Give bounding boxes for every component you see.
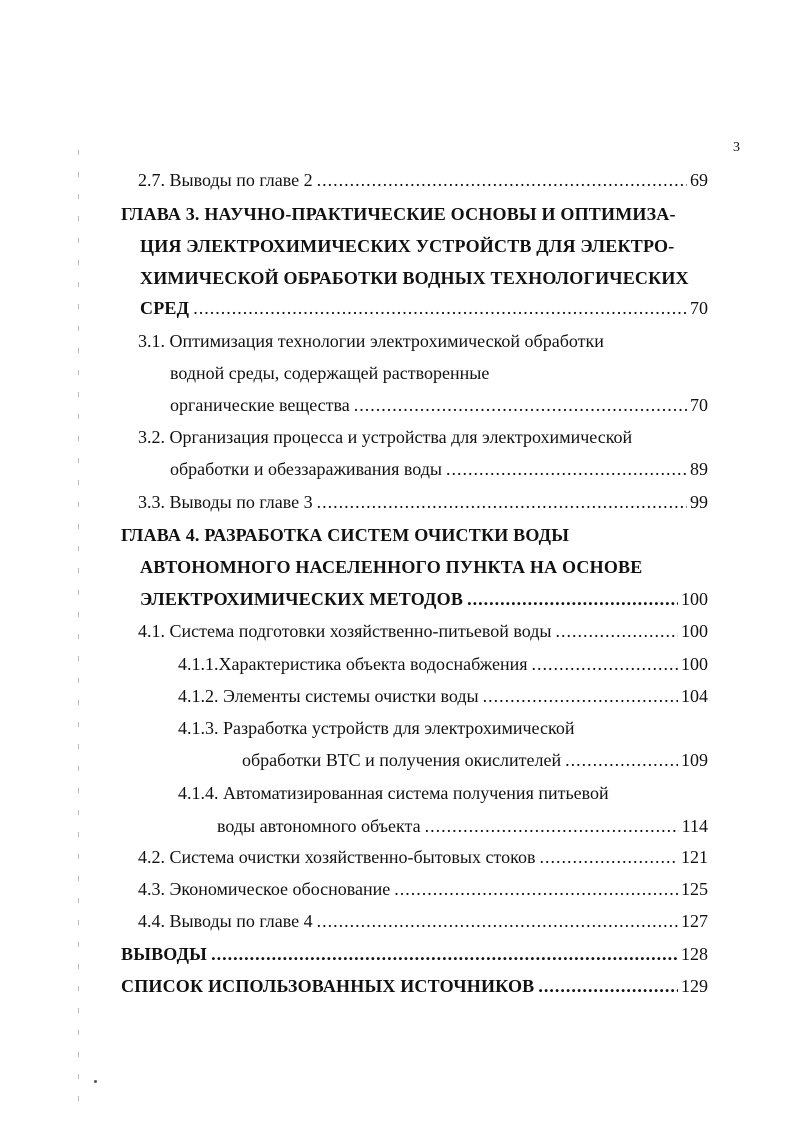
dot-leader xyxy=(317,905,678,937)
toc-entry-page: 100 xyxy=(681,654,708,674)
toc-entry-page: 128 xyxy=(681,944,708,964)
chapter-3-heading-line-2: ЦИЯ ЭЛЕКТРОХИМИЧЕСКИХ УСТРОЙСТВ ДЛЯ ЭЛЕКТРО- xyxy=(140,236,675,256)
toc-entry-4-1-3 xyxy=(242,744,708,776)
dot-leader xyxy=(538,970,678,1002)
toc-entry-title: 2.7. Выводы по главе 2 xyxy=(138,170,313,190)
dot-leader xyxy=(556,615,679,647)
toc-entry-title: ВЫВОДЫ xyxy=(121,944,208,964)
scan-edge-artifact xyxy=(78,150,79,1110)
dot-leader xyxy=(483,680,678,712)
toc-entry-4-1 xyxy=(138,615,708,647)
toc-entry-conclusions xyxy=(121,938,708,970)
dot-leader xyxy=(565,744,678,776)
toc-entry-4-1-3-line-1: 4.1.3. Разработка устройств для электрохимической xyxy=(178,718,575,738)
toc-entry-title: обработки и обеззараживания воды xyxy=(170,459,442,479)
toc-entry-title: обработки ВТС и получения окислителей xyxy=(242,750,562,770)
toc-entry-title: 4.4. Выводы по главе 4 xyxy=(138,911,313,931)
toc-entry-title: 4.3. Экономическое обоснование xyxy=(138,879,391,899)
toc-entry-chapter-3 xyxy=(140,292,708,324)
toc-entry-title: ЭЛЕКТРОХИМИЧЕСКИХ МЕТОДОВ xyxy=(140,589,464,609)
toc-entry-3-1-line-1: 3.1. Оптимизация технологии электрохимической обработки xyxy=(138,331,604,351)
toc-entry-3-3 xyxy=(138,486,708,518)
toc-entry-4-1-4 xyxy=(217,810,708,842)
toc-entry-4-2 xyxy=(138,841,708,873)
toc-entry-4-1-4-line-1: 4.1.4. Автоматизированная система получения питьевой xyxy=(178,783,609,803)
dot-leader xyxy=(354,389,687,421)
toc-entry-page: 70 xyxy=(690,298,708,318)
dot-leader xyxy=(317,164,687,196)
toc-entry-title: 3.3. Выводы по главе 3 xyxy=(138,492,313,512)
toc-entry-title: органические вещества xyxy=(170,395,350,415)
toc-entry-page: 125 xyxy=(681,879,708,899)
toc-entry-page: 69 xyxy=(690,170,708,190)
chapter-4-heading-line-2: АВТОНОМНОГО НАСЕЛЕННОГО ПУНКТА НА ОСНОВЕ xyxy=(140,557,643,577)
dot-leader xyxy=(425,810,679,842)
toc-entry-page: 127 xyxy=(681,911,708,931)
toc-entry-3-1-line-2: водной среды, содержащей растворенные xyxy=(170,363,490,383)
toc-entry-3-2 xyxy=(170,453,708,485)
toc-entry-chapter-4 xyxy=(140,583,708,615)
toc-entry-title: 4.1. Система подготовки хозяйственно-питьевой воды xyxy=(138,621,552,641)
chapter-3-heading-line-1: ГЛАВА 3. НАУЧНО-ПРАКТИЧЕСКИЕ ОСНОВЫ И ОПТИМИЗА- xyxy=(121,204,676,224)
dot-leader xyxy=(446,453,687,485)
toc-entry-4-1-1 xyxy=(178,648,708,680)
dot-leader xyxy=(539,841,678,873)
dot-leader xyxy=(394,873,678,905)
toc-entry-page: 114 xyxy=(681,816,708,836)
toc-entry-page: 70 xyxy=(690,395,708,415)
toc-entry-references xyxy=(121,970,708,1002)
dot-leader xyxy=(193,292,687,324)
toc-entry-4-3 xyxy=(138,873,708,905)
toc-entry-page: 104 xyxy=(681,686,708,706)
toc-entry-page: 100 xyxy=(681,589,708,609)
toc-entry-page: 99 xyxy=(690,492,708,512)
toc-entry-page: 129 xyxy=(681,976,708,996)
toc-entry-page: 100 xyxy=(681,621,708,641)
dot-leader xyxy=(467,583,678,615)
chapter-4-heading-line-1: ГЛАВА 4. РАЗРАБОТКА СИСТЕМ ОЧИСТКИ ВОДЫ xyxy=(121,525,570,545)
toc-entry-title: СРЕД xyxy=(140,298,190,318)
toc-entry-page: 89 xyxy=(690,459,708,479)
page-number: 3 xyxy=(733,140,740,155)
toc-entry-title: воды автономного объекта xyxy=(217,816,421,836)
dot-leader xyxy=(211,938,678,970)
toc-entry-4-1-2 xyxy=(178,680,708,712)
toc-entry-3-2-line-1: 3.2. Организация процесса и устройства для электрохимической xyxy=(138,427,633,447)
toc-entry-page: 121 xyxy=(681,847,708,867)
chapter-3-heading-line-3: ХИМИЧЕСКОЙ ОБРАБОТКИ ВОДНЫХ ТЕХНОЛОГИЧЕСКИХ xyxy=(140,268,689,288)
dot-leader xyxy=(532,648,678,680)
toc-entry-title: 4.2. Система очистки хозяйственно-бытовых стоков xyxy=(138,847,536,867)
toc-entry-page: 109 xyxy=(681,750,708,770)
toc-entry-2-7 xyxy=(138,164,708,196)
dot-leader xyxy=(317,486,687,518)
toc-entry-4-4 xyxy=(138,905,708,937)
toc-entry-title: 4.1.1.Характеристика объекта водоснабжения xyxy=(178,654,528,674)
toc-entry-title: СПИСОК ИСПОЛЬЗОВАННЫХ ИСТОЧНИКОВ xyxy=(121,976,535,996)
toc-entry-title: 4.1.2. Элементы системы очистки воды xyxy=(178,686,479,706)
scan-speck xyxy=(94,1080,97,1083)
toc-entry-3-1 xyxy=(170,389,708,421)
